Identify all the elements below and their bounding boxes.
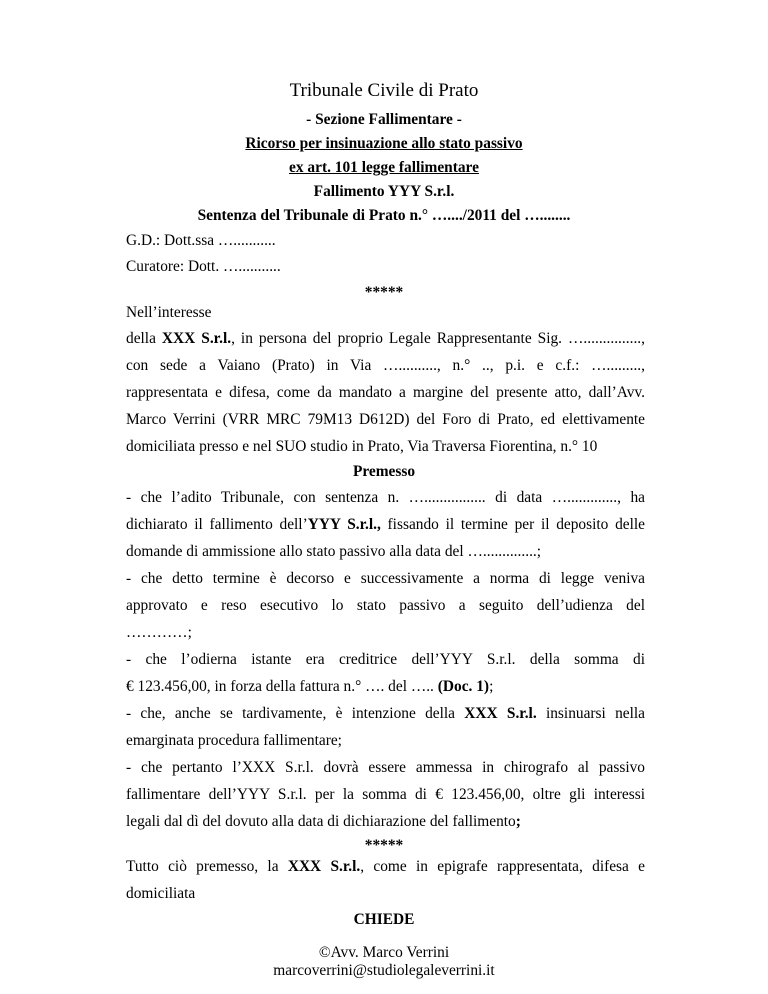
intro-line-2-a: della: [126, 330, 162, 347]
premesso-line-9-c: insinuarsi nella: [536, 705, 645, 722]
creditor-name-2: XXX S.r.l.: [464, 705, 537, 722]
creditor-name-3: XXX S.r.l.: [287, 858, 361, 875]
premesso-line-6: …………;: [126, 624, 192, 641]
subject-line-1: Ricorso per insinuazione allo stato passivo: [245, 135, 523, 152]
premesso-line-8-a: € 123.456,00, in forza della fattura n.° …. del …..: [126, 678, 438, 695]
intro-line-2-c: , in persona del proprio Legale Rappresentante Sig. …...............,: [231, 330, 645, 347]
subject-line-2: ex art. 101 legge fallimentare: [289, 159, 479, 176]
conclusion-line-2: domiciliata: [126, 885, 196, 902]
premesso-line-12: fallimentare dell’YYY S.r.l. per la somma di € 123.456,00, oltre gli interessi: [126, 786, 645, 803]
premesso-line-7: - che l’odierna istante era creditrice dell’YYY S.r.l. della somma di: [126, 651, 645, 668]
creditor-name: XXX S.r.l.: [161, 330, 232, 347]
separator-1: *****: [364, 284, 404, 301]
procedure-title: Fallimento YYY S.r.l.: [313, 183, 455, 200]
premesso-line-10: emarginata procedura fallimentare;: [126, 732, 342, 749]
section-title: - Sezione Fallimentare -: [306, 111, 462, 128]
conclusion-line-1: [126, 858, 645, 876]
premesso-line-4: - che detto termine è decorso e successivamente a norma di legge veniva: [126, 570, 645, 587]
trustee-line: Curatore: Dott. …...........: [126, 258, 281, 275]
premesso-line-11: - che pertanto l’XXX S.r.l. dovrà essere ammessa in chirografo al passivo: [126, 759, 645, 776]
premesso-line-5: approvato e reso esecutivo lo stato passivo a seguito dell’udienza del: [126, 597, 645, 614]
sentence-reference: Sentenza del Tribunale di Prato n.° …..../2011 del …........: [197, 207, 571, 224]
premesso-line-1: - che l’adito Tribunale, con sentenza n. …................ di data …............., ha: [126, 489, 645, 506]
chiede-heading: CHIEDE: [353, 911, 415, 928]
premesso-heading: Premesso: [352, 463, 416, 480]
premesso-line-3: domande di ammissione allo stato passivo alla data del …..............;: [126, 543, 542, 560]
conclusion-line-1-c: , come in epigrafe rappresentata, difesa e: [360, 858, 645, 875]
court-title: Tribunale Civile di Prato: [289, 80, 479, 101]
footer-email: marcoverrini@studiolegaleverrini.it: [273, 962, 495, 979]
doc-reference: (Doc. 1): [437, 678, 490, 695]
intro-line-5: Marco Verrini (VRR MRC 79M13 D612D) del Foro di Prato, ed elettivamente: [126, 411, 645, 428]
premesso-line-2-c: fissando il termine per il deposito delle: [380, 516, 645, 533]
footer-copyright: ©Avv. Marco Verrini: [318, 944, 450, 961]
judge-line: G.D.: Dott.ssa …...........: [126, 232, 276, 249]
premesso-line-2: [126, 516, 645, 534]
conclusion-line-1-a: Tutto ciò premesso, la: [126, 858, 288, 875]
intro-line-4: rappresentata e difesa, come da mandato a margine del presente atto, dall’Avv.: [126, 384, 645, 401]
premesso-line-2-a: dichiarato il fallimento dell’: [126, 516, 308, 533]
intro-line-2: [126, 330, 645, 348]
premesso-line-8-c: ;: [489, 678, 494, 695]
bankrupt-name: YYY S.r.l.,: [307, 516, 381, 533]
premesso-line-8: [126, 678, 645, 696]
premesso-line-13: [126, 813, 645, 831]
intro-line-3: con sede a Vaiano (Prato) in Via ….........., n.° .., p.i. e c.f.: ….........,: [126, 357, 645, 374]
separator-2: *****: [364, 837, 404, 854]
premesso-line-13-a: legali dal dì del dovuto alla data di dichiarazione del fallimento: [126, 813, 516, 830]
premesso-line-13-b: ;: [515, 813, 521, 830]
intro-line-6: domiciliata presso e nel SUO studio in Prato, Via Traversa Fiorentina, n.° 10: [126, 438, 598, 455]
intro-line-1: Nell’interesse: [126, 304, 212, 321]
premesso-line-9: [126, 705, 645, 723]
premesso-line-9-a: - che, anche se tardivamente, è intenzione della: [126, 705, 465, 722]
